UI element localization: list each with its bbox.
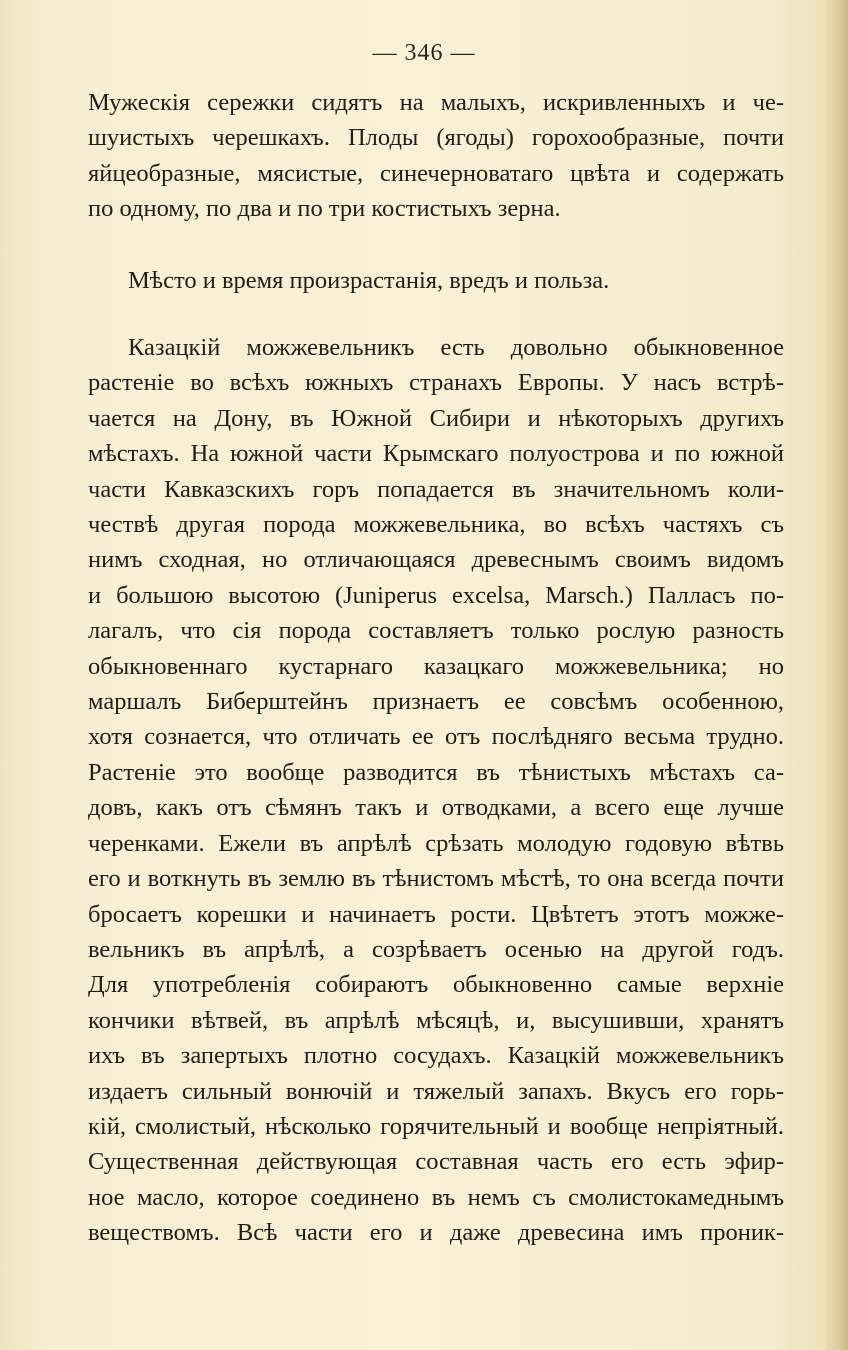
paragraph-1 [88,85,784,227]
text-line: лагалъ, что сія порода составляетъ только рослую разность [88,617,784,645]
section-heading: Мѣсто и время произрастанія, вредъ и польза. [128,267,610,294]
text-line: черенками. Ежели въ апрѣлѣ срѣзать молодую годовую вѣтвь [88,829,784,857]
text-line: веществомъ. Всѣ части его и даже древесина имъ проник- [88,1219,784,1247]
text-line: бросаетъ корешки и начинаетъ рости. Цвѣтетъ этотъ можже- [88,900,784,928]
text-line: части Кавказскихъ горъ попадается въ значительномъ коли- [88,475,784,503]
text-line: растеніе во всѣхъ южныхъ странахъ Европы. У насъ встрѣ- [88,369,784,397]
text-line: и большою высотою (Juniperus excelsa, Marsch.) Палласъ по- [88,581,784,609]
text-line: шуистыхъ черешкахъ. Плоды (ягоды) горохообразные, почти [88,124,784,152]
text-line: Растеніе это вообще разводится въ тѣнистыхъ мѣстахъ са- [88,758,784,786]
text-line: вельникъ въ апрѣлѣ, а созрѣваетъ осенью на другой годъ. [88,935,784,963]
paragraph-2 [88,330,784,1251]
page-edge [826,0,848,1350]
text-line: Казацкій можжевельникъ есть довольно обыкновенное [128,334,784,361]
text-line: хотя сознается, что отличать ее отъ послѣдняго весьма трудно. [88,723,784,751]
text-line: ихъ въ запертыхъ плотно сосудахъ. Казацкій можжевельникъ [88,1042,784,1070]
text-line: мѣстахъ. На южной части Крымскаго полуострова и по южной [88,440,784,468]
text-line: чается на Дону, въ Южной Сибири и нѣкоторыхъ другихъ [88,404,784,432]
text-line: нимъ сходная, но отличающаяся древеснымъ своимъ видомъ [88,546,784,574]
text-line: обыкновеннаго кустарнаго казацкаго можжевельника; но [88,652,784,680]
page-number: — 346 — [372,40,476,66]
text-line: его и воткнуть въ землю въ тѣнистомъ мѣстѣ, то она всегда почти [88,865,784,893]
text-line: кій, смолистый, нѣсколько горячительный и вообще непріятный. [88,1112,784,1140]
text-line: Для употребленія собираютъ обыкновенно самые верхніе [88,971,784,999]
text-line: по одному, по два и по три костистыхъ зерна. [88,195,561,223]
text-line: кончики вѣтвей, въ апрѣлѣ мѣсяцѣ, и, высушивши, хранятъ [88,1006,784,1034]
text-line: Существенная действующая составная часть его есть эфир- [88,1148,784,1176]
text-line: довъ, какъ отъ сѣмянъ такъ и отводками, а всего еще лучше [88,794,784,822]
text-line: Мужескія сережки сидятъ на малыхъ, искривленныхъ и че- [88,89,784,116]
text-line: издаетъ сильный вонючій и тяжелый запахъ. Вкусъ его горь- [88,1077,784,1105]
text-line: яйцеобразные, мясистые, синечерноватаго цвѣта и содержать [88,159,784,187]
text-line: маршалъ Биберштейнъ признаетъ ее совсѣмъ особенною, [88,688,784,716]
text-line: чествѣ другая порода можжевельника, во всѣхъ частяхъ съ [88,511,784,539]
text-line: ное масло, которое соединено въ немъ съ смолистокамеднымъ [88,1183,784,1211]
